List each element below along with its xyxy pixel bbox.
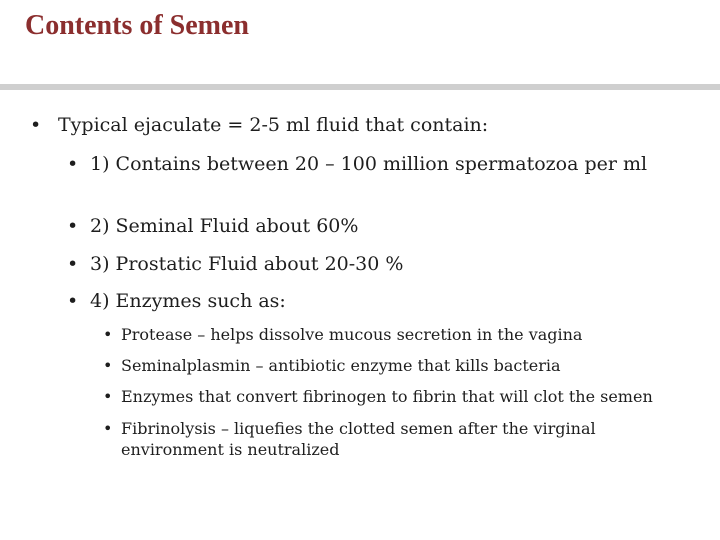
bullet-item-fibrinolysis bbox=[103, 418, 703, 460]
bullet-dot-icon: • bbox=[103, 419, 113, 438]
bullet-text: Typical ejaculate = 2-5 ml fluid that contain: bbox=[58, 114, 489, 136]
bullet-text: 4) Enzymes such as: bbox=[90, 290, 286, 312]
bullet-item-seminalplasmin bbox=[103, 355, 703, 376]
bullet-dot-icon: • bbox=[67, 290, 79, 312]
bullet-text: 2) Seminal Fluid about 60% bbox=[90, 215, 359, 237]
title-divider bbox=[0, 84, 720, 90]
bullet-item-protease bbox=[103, 324, 703, 345]
bullet-dot-icon: • bbox=[67, 215, 79, 237]
bullet-item-enzymes bbox=[67, 289, 697, 313]
bullet-item-prostatic-fluid bbox=[67, 252, 697, 276]
bullet-item-spermatozoa bbox=[67, 152, 697, 176]
bullet-text: Enzymes that convert fibrinogen to fibrin that will clot the semen bbox=[121, 387, 653, 406]
bullet-text: Seminalplasmin – antibiotic enzyme that kills bacteria bbox=[121, 356, 561, 375]
bullet-dot-icon: • bbox=[67, 253, 79, 275]
bullet-dot-icon: • bbox=[103, 387, 113, 406]
bullet-text: Protease – helps dissolve mucous secretion in the vagina bbox=[121, 325, 583, 344]
bullet-dot-icon: • bbox=[67, 153, 79, 175]
bullet-item-fibrinogen-enzymes bbox=[103, 386, 703, 407]
bullet-dot-icon: • bbox=[103, 356, 113, 375]
bullet-text: Fibrinolysis – liquefies the clotted semen after the virginal environment is neutralized bbox=[121, 419, 596, 459]
bullet-item-typical-ejaculate bbox=[30, 112, 700, 138]
bullet-dot-icon: • bbox=[30, 114, 42, 136]
bullet-text: 3) Prostatic Fluid about 20-30 % bbox=[90, 253, 404, 275]
bullet-text: 1) Contains between 20 – 100 million spermatozoa per ml bbox=[90, 153, 648, 175]
bullet-dot-icon: • bbox=[103, 325, 113, 344]
bullet-item-seminal-fluid bbox=[67, 214, 697, 238]
slide-title: Contents of Semen bbox=[25, 10, 249, 41]
